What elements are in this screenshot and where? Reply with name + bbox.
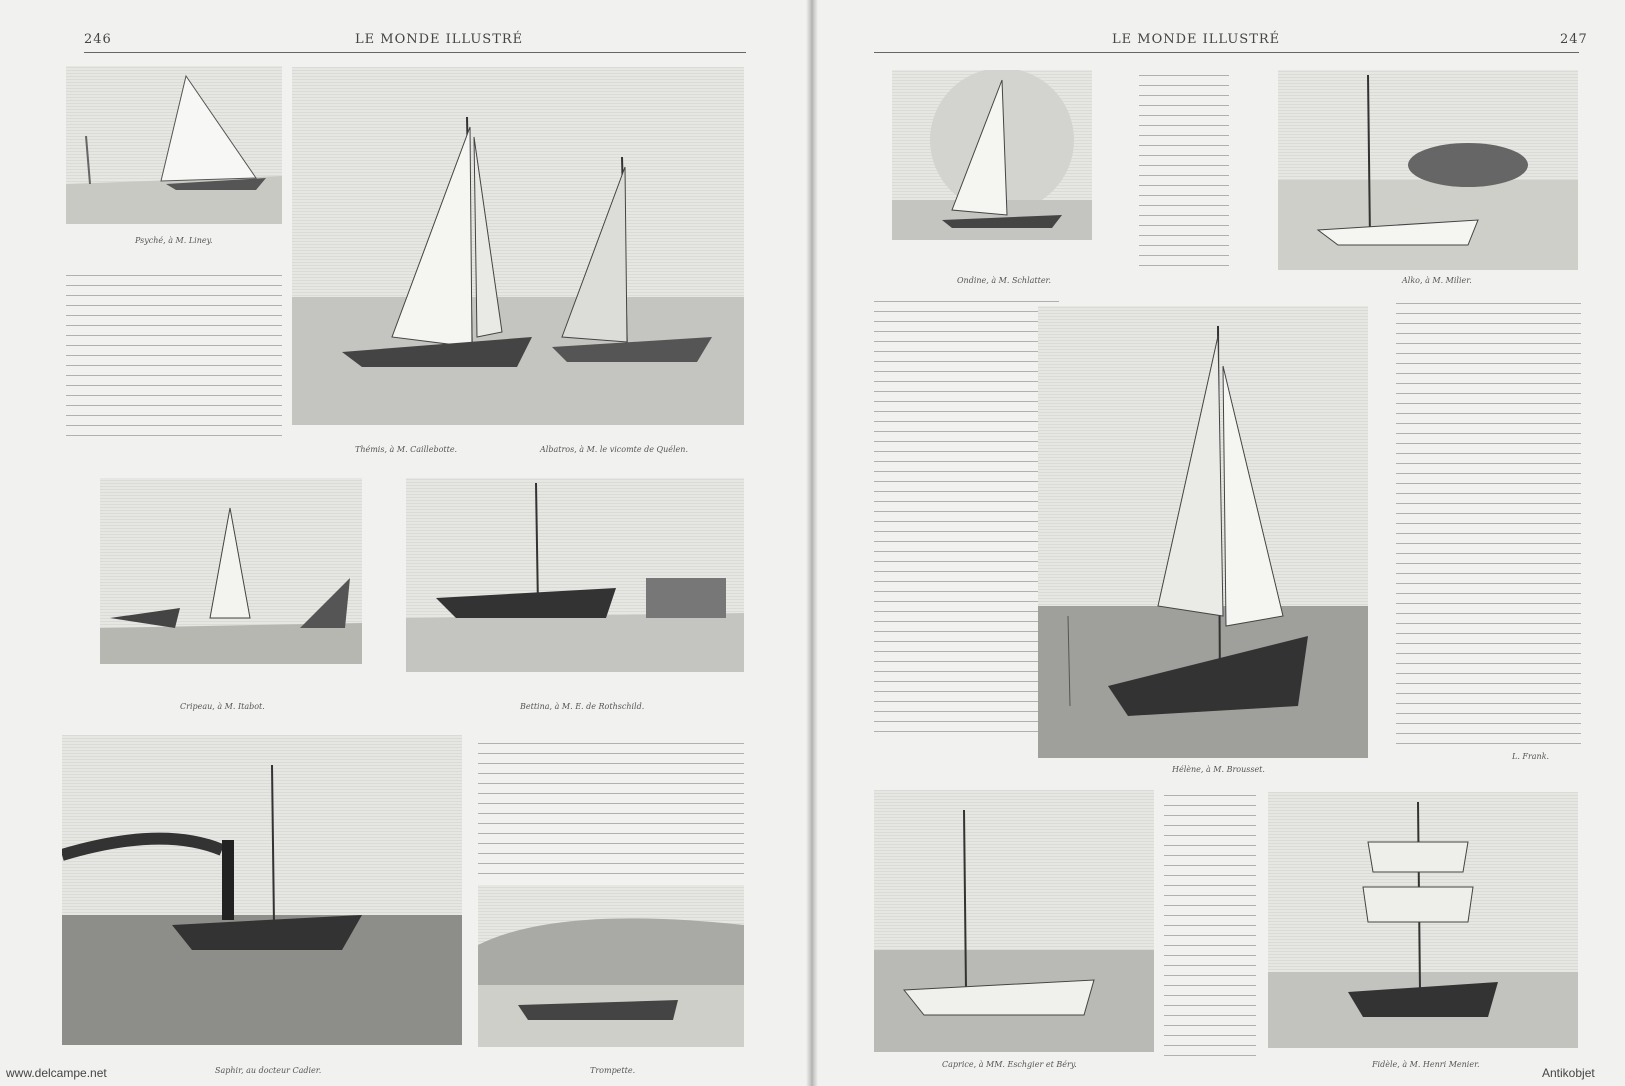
illustration-saphir	[62, 735, 462, 1045]
caption-helene: Hélène, à M. Brousset.	[1172, 765, 1265, 774]
caption-saphir: Saphir, au docteur Cadier.	[215, 1066, 322, 1075]
helene-drawing	[1038, 306, 1368, 758]
illustration-psyche	[66, 66, 282, 224]
fidele-drawing	[1268, 792, 1578, 1048]
illustration-bettina	[406, 478, 744, 672]
text-column-right-side	[1396, 300, 1581, 745]
text-column-left-top	[66, 272, 282, 440]
illustration-caprice	[874, 790, 1154, 1052]
watermark-antikobjet: Antikobjet	[1542, 1066, 1595, 1080]
text-column-right-bottom	[1164, 792, 1256, 1062]
bettina-drawing	[406, 478, 744, 672]
caption-cripeau: Cripeau, à M. Itabot.	[180, 702, 265, 711]
header-rule-left	[84, 52, 746, 53]
right-page	[812, 0, 1625, 1086]
text-column-left-bottom	[478, 740, 744, 880]
illustration-helene	[1038, 306, 1368, 758]
caption-alko: Alko, à M. Milier.	[1402, 276, 1472, 285]
caption-psyche: Psyché, à M. Liney.	[135, 236, 213, 245]
page-number-left: 246	[84, 32, 112, 47]
cripeau-drawing	[100, 478, 362, 664]
header-rule-right	[874, 52, 1579, 53]
caprice-drawing	[874, 790, 1154, 1052]
illustration-ondine	[892, 70, 1092, 240]
watermark-delcampe: www.delcampe.net	[6, 1066, 107, 1080]
left-page	[0, 0, 812, 1086]
illustration-cripeau	[100, 478, 362, 664]
illustration-fidele	[1268, 792, 1578, 1048]
alko-drawing	[1278, 70, 1578, 270]
ondine-drawing	[892, 70, 1092, 240]
text-column-right-narrow	[1139, 72, 1229, 272]
caption-caprice: Caprice, à MM. Eschgier et Béry.	[942, 1060, 1077, 1069]
caption-bettina: Bettina, à M. E. de Rothschild.	[520, 702, 645, 711]
text-column-right-main	[874, 298, 1059, 738]
page-number-right: 247	[1560, 32, 1588, 47]
trompette-drawing	[478, 885, 744, 1047]
illustration-trompette	[478, 885, 744, 1047]
running-head-right: LE MONDE ILLUSTRÉ	[1112, 32, 1281, 47]
caption-themis: Thémis, à M. Caillebotte.	[355, 445, 458, 454]
caption-ondine: Ondine, à M. Schlatter.	[957, 276, 1052, 285]
psyche-drawing	[66, 66, 282, 224]
saphir-drawing	[62, 735, 462, 1045]
themis-albatros-drawing	[292, 67, 744, 425]
caption-fidele: Fidèle, à M. Henri Menier.	[1372, 1060, 1480, 1069]
illustration-alko	[1278, 70, 1578, 270]
caption-albatros: Albatros, à M. le vicomte de Quélen.	[540, 445, 688, 454]
running-head-left: LE MONDE ILLUSTRÉ	[355, 32, 524, 47]
illustration-themis-albatros	[292, 67, 744, 425]
caption-trompette: Trompette.	[590, 1066, 636, 1075]
book-gutter	[806, 0, 818, 1086]
signature: L. Frank.	[1512, 752, 1550, 761]
